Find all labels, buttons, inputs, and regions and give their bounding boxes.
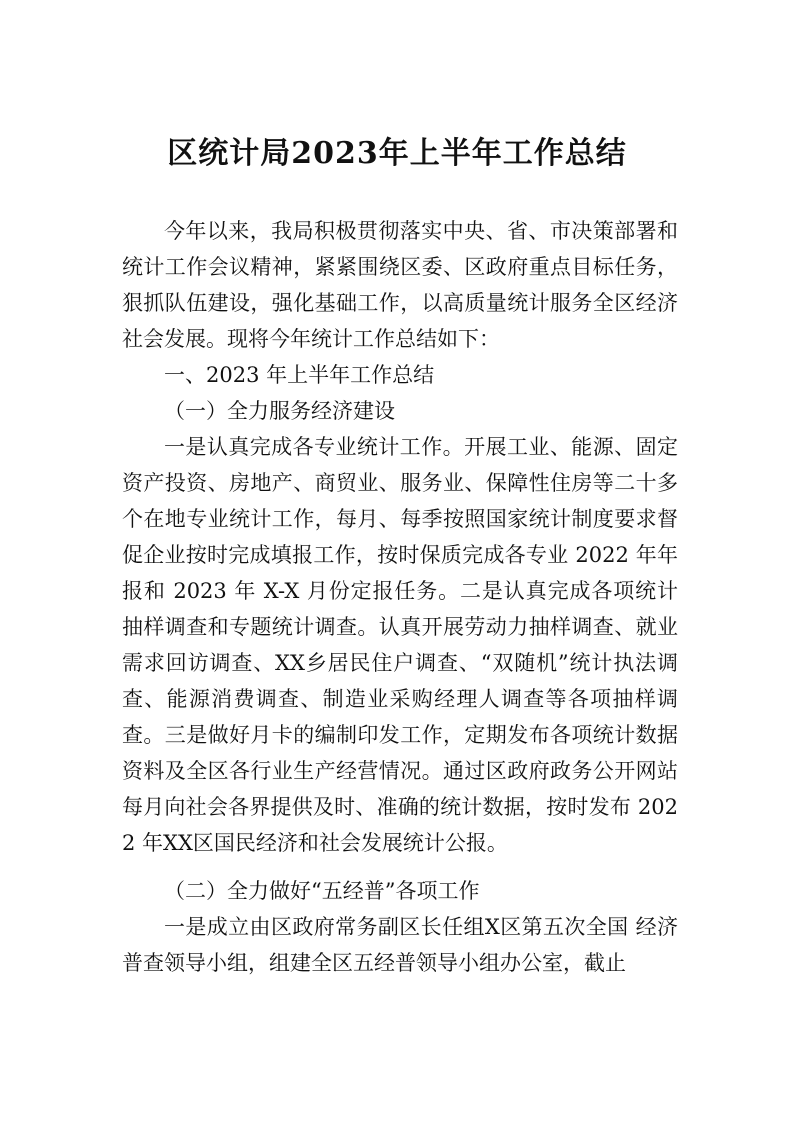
subsection-heading-2: （二）全力做好“五经普”各项工作	[164, 879, 480, 903]
document-title: 区统计局2023年上半年工作总结	[167, 136, 627, 171]
subsection-1-paragraph: 一是认真完成各专业统计工作。开展工业、能源、固定资产投资、房地产、商贸业、服务业、保障性住房等二十多个在地专业统计工作，每月、每季按照国家统计制度要求督促企业按时完成填报工作，按时保质完成各专业 2022 年年报和 2023 年 X-X 月份定报任务。二是认真完成各项统计抽样调查和专题统计调查。认真开展劳动力抽样调查、就业需求回访调查、XX乡居民住户调查、“双随机”统计执法调查、能源消费调查、制造业采购经理人调查等各项抽样调查。三是做好月卡的编制印发工作，定期发布各项统计数据资料及全区各行业生产经营情况。通过区政府政务公开网站每月向社会各界提供及时、准确的统计数据，按时发布 2022 年XX区国民经济和社会发展统计公报。	[122, 435, 678, 855]
section-heading-1: 一、2023 年上半年工作总结	[164, 363, 435, 387]
subsection-2-paragraph: 一是成立由区政府常务副区长任组X区第五次全国 经济普查领导小组，组建全区五经普领导小组办公室，截止	[122, 915, 678, 975]
document-body	[122, 213, 678, 981]
subsection-heading-1: （一）全力服务经济建设	[164, 399, 395, 423]
intro-paragraph: 今年以来，我局积极贯彻落实中央、省、市决策部署和统计工作会议精神，紧紧围绕区委、区政府重点目标任务， 狠抓队伍建设，强化基础工作，以高质量统计服务全区经济社会发展。现将今年统计工作总结如下：	[122, 219, 678, 351]
